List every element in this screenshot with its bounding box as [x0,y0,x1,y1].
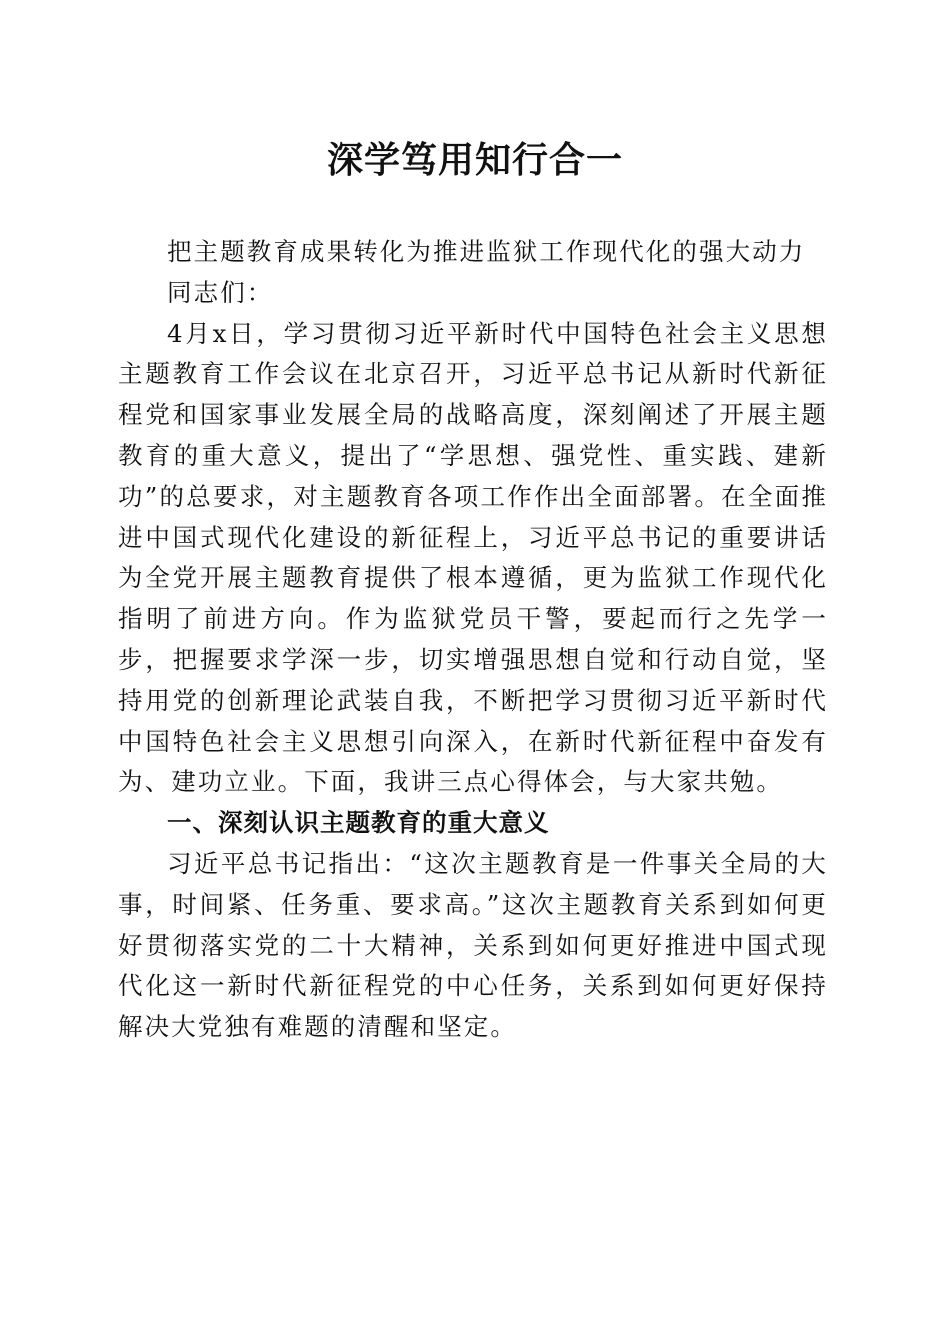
salutation: 同志们： [167,277,274,307]
section-heading-1: 一、深刻认识主题教育的重大意义 [167,808,550,838]
paragraph-section-1: 习近平总书记指出：“这次主题教育是一件事关全局的大事，时间紧、任务重、要求高。”这次主题教育关系到如何更好贯彻落实党的二十大精神，关系到如何更好推进中国式现代化这一新时代新征程党的中心任务，关系到如何更好保持解决大党独有难题的清醒和坚定。 [118,848,828,1042]
paragraph-intro: 4月x日，学习贯彻习近平新时代中国特色社会主义思想主题教育工作会议在北京召开，习近平总书记从新时代新征程党和国家事业发展全局的战略高度，深刻阐述了开展主题教育的重大意义，提出了“学思想、强党性、重实践、建新功”的总要求，对主题教育各项工作作出全面部署。在全面推进中国式现代化建设的新征程上，习近平总书记的重要讲话为全党开展主题教育提供了根本遵循，更为监狱工作现代化指明了前进方向。作为监狱党员干警，要起而行之先学一步，把握要求学深一步，切实增强思想自觉和行动自觉，坚持用党的创新理论武装自我，不断把学习贯彻习近平新时代中国特色社会主义思想引向深入，在新时代新征程中奋发有为、建功立业。下面，我讲三点心得体会，与大家共勉。 [118,318,828,797]
document-title: 深学笃用知行合一 [326,139,623,181]
document-subtitle: 把主题教育成果转化为推进监狱工作现代化的强大动力 [167,237,806,266]
document-body [118,232,828,1048]
